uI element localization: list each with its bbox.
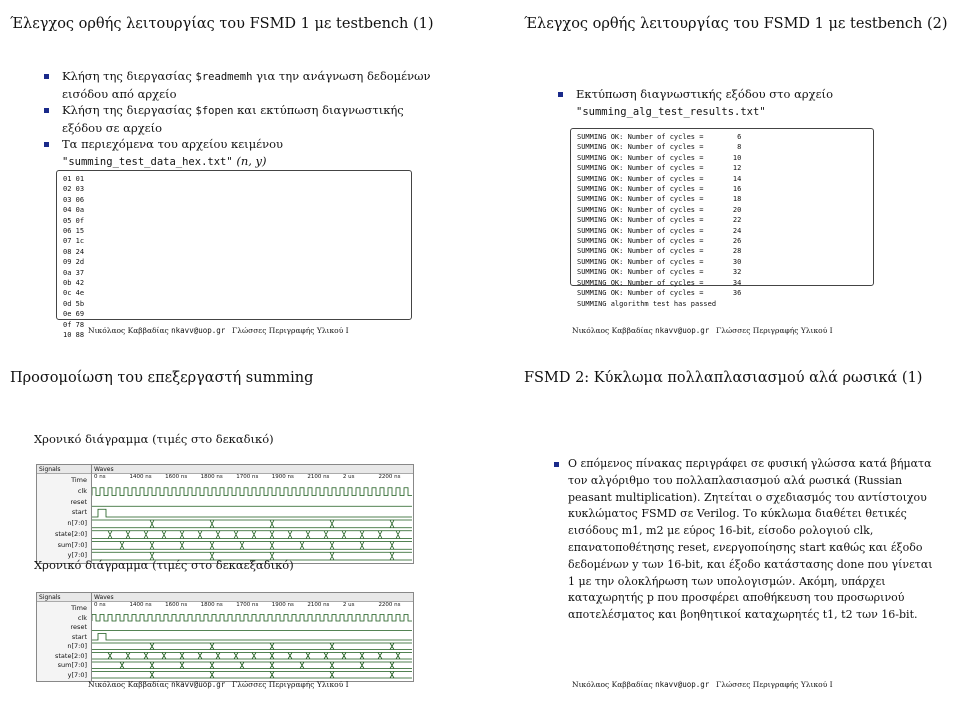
signal-name: clk [77,486,87,495]
footer-author: Νικόλαος Καββαδίας nkavv@uop.gr [88,680,226,689]
data-line: 04 0a [63,206,85,215]
bullet-item: Εκτύπωση διαγνωστικής εξόδου στο αρχείο "summing_alg_test_results.txt" [554,86,944,120]
caption-hex: Χρονικό διάγραμμα (τιμές στο δεκαεξαδικό) [34,558,294,572]
signal-trace [92,653,412,660]
time-tick: 2200 ns [378,602,401,608]
signal-trace [92,634,412,641]
result-line: SUMMING algorithm test has passed [577,299,717,308]
waves-header: Waves [92,593,413,602]
signal-trace [92,531,412,539]
bullet-item: Κλήση της διεργασίας $fopen και εκτύπωση διαγνωστικής εξόδου σε αρχείο [40,102,440,136]
time-tick: 1900 ns [271,602,294,608]
data-line: 09 2d [63,258,85,267]
signal-name: y[7:0] [67,551,87,560]
data-line: 02 03 [63,185,85,194]
slide-4 [488,356,956,702]
problem-description: Ο επόμενος πίνακας περιγράφει σε φυσική γλώσσα κατά βήματα τον αλγόριθμο του πολλαπλασιασμού αλά ρωσικά (Russian peasant multiplication). Ζητείται ο σχεδιασμός του αντίστοιχου κυκλώματος FSMD σε Verilog. Το κύκλωμα διαθέτει θετικές εισόδους m1, m2 με εύρος 16-bit, είσοδο ρολογιού clk, επανατοποθέτησης reset, ενεργοποίησης start καθώς και έξοδο δεδομένων y των 16-bit, και έξοδο κατάστασης done που γίνεται 1 με την ολοκλήρωση των υπολογισμών. Ακόμη, υπάρχει καταχωρητής p που προσφέρει αποθήκευση του προσωρινού αποτελέσματος και βοηθητικοί καταχωρητές t1, t2 των 16-bit. [568,456,938,624]
data-line: 0e 69 [63,310,85,319]
time-tick: 1600 ns [165,602,188,608]
result-line: SUMMING OK: Number of cycles = 32 [577,268,742,277]
signal-name: start [71,508,87,517]
signal-trace [92,542,412,550]
slide-title: Έλεγχος ορθής λειτουργίας του FSMD 1 με testbench (1) [10,16,434,32]
results-file-contents [570,128,874,308]
result-line: SUMMING OK: Number of cycles = 20 [577,205,742,214]
result-line: SUMMING OK: Number of cycles = 16 [577,185,742,194]
result-line: SUMMING OK: Number of cycles = 18 [577,195,742,204]
result-line: SUMMING OK: Number of cycles = 22 [577,216,742,225]
time-tick: 1800 ns [200,602,223,608]
time-tick: 2 us [342,474,355,480]
signal-trace [92,615,412,622]
waveform-decimal [36,464,414,564]
signal-name: sum[7:0] [57,540,87,549]
data-line: 10 88 [63,331,85,340]
result-line: SUMMING OK: Number of cycles = 26 [577,237,742,246]
signals-panel [37,465,92,563]
data-line: 0c 4e [63,289,85,298]
footer-course: Γλώσσες Περιγραφής Υλικού I [716,326,833,335]
data-line: 0a 37 [63,268,85,277]
signal-name: Time [71,476,87,484]
signal-name: reset [70,497,87,506]
bullet-item: Τα περιεχόμενα του αρχείου κειμένου "summing_test_data_hex.txt" (n, y) [40,136,440,170]
time-tick: 2 us [342,602,355,608]
result-line: SUMMING OK: Number of cycles = 36 [577,289,742,298]
result-line: SUMMING OK: Number of cycles = 24 [577,226,742,235]
signal-name: n[7:0] [67,642,87,650]
data-line: 0b 42 [63,279,85,288]
signal-trace [92,672,412,679]
signal-name: state[2:0] [55,651,87,660]
data-line: 03 06 [63,195,85,204]
footer-author: Νικόλαος Καββαδίας nkavv@uop.gr [88,326,226,335]
signal-name: y[7:0] [67,670,87,679]
footer-course: Γλώσσες Περιγραφής Υλικού I [232,680,349,689]
data-line: 0f 78 [63,320,85,329]
time-tick: 1700 ns [236,602,259,608]
time-tick: 1900 ns [271,474,294,480]
result-line: SUMMING OK: Number of cycles = 10 [577,153,742,162]
waves-panel [92,465,413,563]
data-line: 05 0f [63,216,85,225]
waves-header: Waves [92,465,413,474]
signal-name: clk [77,613,87,622]
time-tick: 2100 ns [307,602,330,608]
data-line: 06 15 [63,227,85,236]
result-line: SUMMING OK: Number of cycles = 28 [577,247,742,256]
slide-2 [488,2,956,348]
time-tick: 1800 ns [200,474,223,480]
result-line: SUMMING OK: Number of cycles = 14 [577,174,742,183]
footer-author: Νικόλαος Καββαδίας nkavv@uop.gr [572,326,710,335]
result-line: SUMMING OK: Number of cycles = 6 [577,133,742,141]
result-line: SUMMING OK: Number of cycles = 8 [577,143,742,152]
slide-title: FSMD 2: Κύκλωμα πολλαπλασιασμού αλά ρωσικά (1) [524,370,923,386]
result-line: SUMMING OK: Number of cycles = 30 [577,257,742,266]
waveform-traces [92,593,412,681]
signals-panel [37,593,92,681]
signal-name: state[2:0] [55,529,87,538]
slide-title: Έλεγχος ορθής λειτουργίας του FSMD 1 με testbench (2) [524,16,948,32]
signal-trace [92,509,412,517]
waveform-traces [92,465,412,563]
signal-trace [92,488,412,496]
signal-name: n[7:0] [67,519,87,527]
signal-name: sum[7:0] [57,661,87,669]
time-tick: 1600 ns [165,474,188,480]
time-tick: 0 ns [94,602,106,608]
time-tick: 1400 ns [129,474,152,480]
signal-name: reset [70,623,87,631]
waveform-hex [36,592,414,682]
signal-name: Time [71,604,87,612]
result-line: SUMMING OK: Number of cycles = 34 [577,278,742,287]
signal-trace [92,662,412,669]
slide-1 [4,2,472,348]
bullet-item: Κλήση της διεργασίας $readmemh για την ανάγνωση δεδομένων εισόδου από αρχείο [40,68,440,102]
footer-author: Νικόλαος Καββαδίας nkavv@uop.gr [572,680,710,689]
time-tick: 1400 ns [129,602,152,608]
signals-header: Signals [37,593,91,602]
data-line: 07 1c [63,237,85,246]
data-line: 01 01 [63,175,85,183]
footer-course: Γλώσσες Περιγραφής Υλικού I [716,680,833,689]
signals-header: Signals [37,465,91,474]
time-tick: 1700 ns [236,474,259,480]
time-tick: 0 ns [94,474,106,480]
signal-name: start [71,632,87,641]
waves-panel [92,593,413,681]
data-line: 08 24 [63,247,85,256]
footer-course: Γλώσσες Περιγραφής Υλικού I [232,326,349,335]
result-line: SUMMING OK: Number of cycles = 12 [577,164,742,173]
caption-decimal: Χρονικό διάγραμμα (τιμές στο δεκαδικό) [34,432,274,446]
time-tick: 2200 ns [378,474,401,480]
signal-trace [92,520,412,528]
bullet-list [554,86,944,120]
slide-3 [4,356,472,702]
bullet-list [40,68,440,170]
signal-trace [92,643,412,650]
data-line: 0d 5b [63,299,85,308]
slide-title: Προσομοίωση του επεξεργαστή summing [10,370,314,386]
time-tick: 2100 ns [307,474,330,480]
